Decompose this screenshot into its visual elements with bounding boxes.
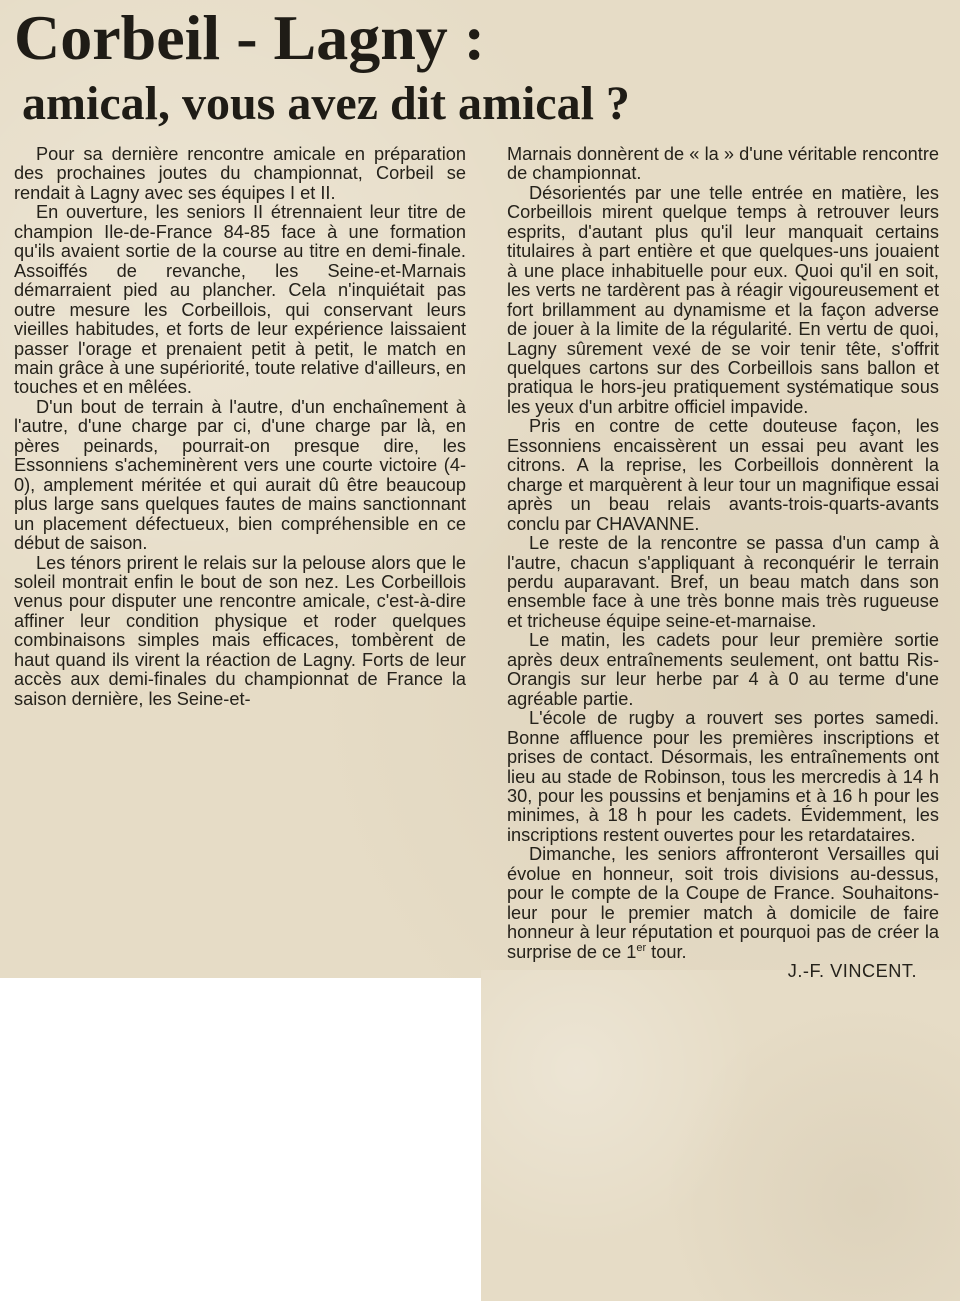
paragraph-sunday-end: tour. <box>646 941 687 962</box>
paragraph-rest-of-match: Le reste de la rencontre se passa d'un camp à l'autre, chacun s'appliquant à reconquérir le terrain perdu auparavant. Bref, un beau match dans son ensemble face à une très bonne mais très rugueuse et tricheuse équipe seine-et-marnaise. <box>507 533 939 631</box>
article-column-left <box>14 145 466 709</box>
paragraph-sunday-text: Dimanche, les seniors affronteront Versailles qui évolue en honneur, soit trois divisions au-dessus, pour le compte de la Coupe de France. Souhaitons-leur pour le premier match à domicile de faire honneur à leur réputation et pourquoi pas de créer la surprise de ce 1 <box>507 844 939 962</box>
paragraph-cadets: Le matin, les cadets pour leur première sortie après deux entraînements seulement, ont battu Ris-Orangis sur leur herbe par 4 à 0 au terme d'une agréable partie. <box>507 630 939 709</box>
paragraph-intro: Pour sa dernière rencontre amicale en préparation des prochaines joutes du championnat, Corbeil se rendait à Lagny avec ses équipes I et II. <box>14 144 466 203</box>
headline-line-2: amical, vous avez dit amical ? <box>22 77 630 130</box>
paragraph-tenors-continued: Marnais donnèrent de « la » d'une véritable rencontre de championnat. <box>507 144 939 184</box>
article-column-right <box>507 145 939 981</box>
paragraph-sunday <box>507 845 939 962</box>
paragraph-tenors: Les ténors prirent le relais sur la pelouse alors que le soleil montrait enfin le bout de son nez. Les Corbeillois venus pour disputer une rencontre amicale, c'est-à-dire affiner leur condition physique et roder quelques combinaisons simples mais efficaces, tombèrent de haut quand ils virent la réaction de Lagny. Forts de leur accès aux demi-finales du championnat de France la saison dernière, les Seine-et- <box>14 552 466 709</box>
headline-line-1: Corbeil - Lagny : <box>14 2 486 73</box>
paragraph-rugby-school: L'école de rugby a rouvert ses portes samedi. Bonne affluence pour les premières inscriptions et prises de contact. Désormais, les entraînements ont lieu au stade de Robinson, tous les mercredis à 14 h 30, pour les poussins et benjamins et à 16 h pour les minimes, à 18 h pour les cadets. Évidemment, les inscriptions restent ouvertes pour les retardataires. <box>507 708 939 845</box>
paragraph-seniors-ii: En ouverture, les seniors II étrennaient leur titre de champion Ile-de-France 84-85 face à une formation qu'ils avaient sortie de la course au titre en demi-finale. Assoiffés de revanche, les Seine-et-Marnais démarraient pied au plancher. Cela n'inquiétait pas outre mesure les Corbeillois, qui conservant leurs vieilles habitudes, et forts de leur expérience laissaient passer l'orage et prenaient petit à petit, le match en main grâce à une supériorité, toute relative d'ailleurs, en touches et en mêlées. <box>14 202 466 398</box>
paragraph-victory: D'un bout de terrain à l'autre, d'un enchaînement à l'autre, d'une charge par ci, d'une charge par là, en pères peinards, pourrait-on presque dire, les Essonniens s'acheminèrent vers une courte victoire (4-0), amplement méritée et qui aurait dû être beaucoup plus large sans quelques fautes de mains sanctionnant un placement défectueux, bien compréhensible en ce début de saison. <box>14 396 466 554</box>
superscript-er: er <box>636 941 647 954</box>
paragraph-disoriented: Désorientés par une telle entrée en matière, les Corbeillois mirent quelque temps à retrouver leurs esprits, d'autant plus qu'il leur manquait certains titulaires à part entière et que quelques-uns jouaient à une place inhabituelle pour eux. Quoi qu'il en soit, les verts ne tardèrent pas à réagir vigoureusement et fort brillamment au dynamisme et la façon adverse de jouer à la limite de la régularité. En vertu de quoi, Lagny sûrement vexé de se voir tenir tête, s'offrit quelques cartons sur des Corbeillois sans ballon et pratiqua le hors-jeu pratiquement systématique sous les yeux d'un arbitre officiel impavide. <box>507 182 939 417</box>
byline: J.-F. VINCENT. <box>787 961 917 982</box>
paragraph-try: Pris en contre de cette douteuse façon, les Essonniens encaissèrent un essai peu avant les citrons. A la reprise, les Corbeillois donnèrent la charge et marquèrent à leur tour un magnifique essai après un beau relais avants-trois-quarts-avants conclu par CHAVANNE. <box>507 416 939 534</box>
newspaper-clipping-bottom-right <box>481 970 960 1301</box>
